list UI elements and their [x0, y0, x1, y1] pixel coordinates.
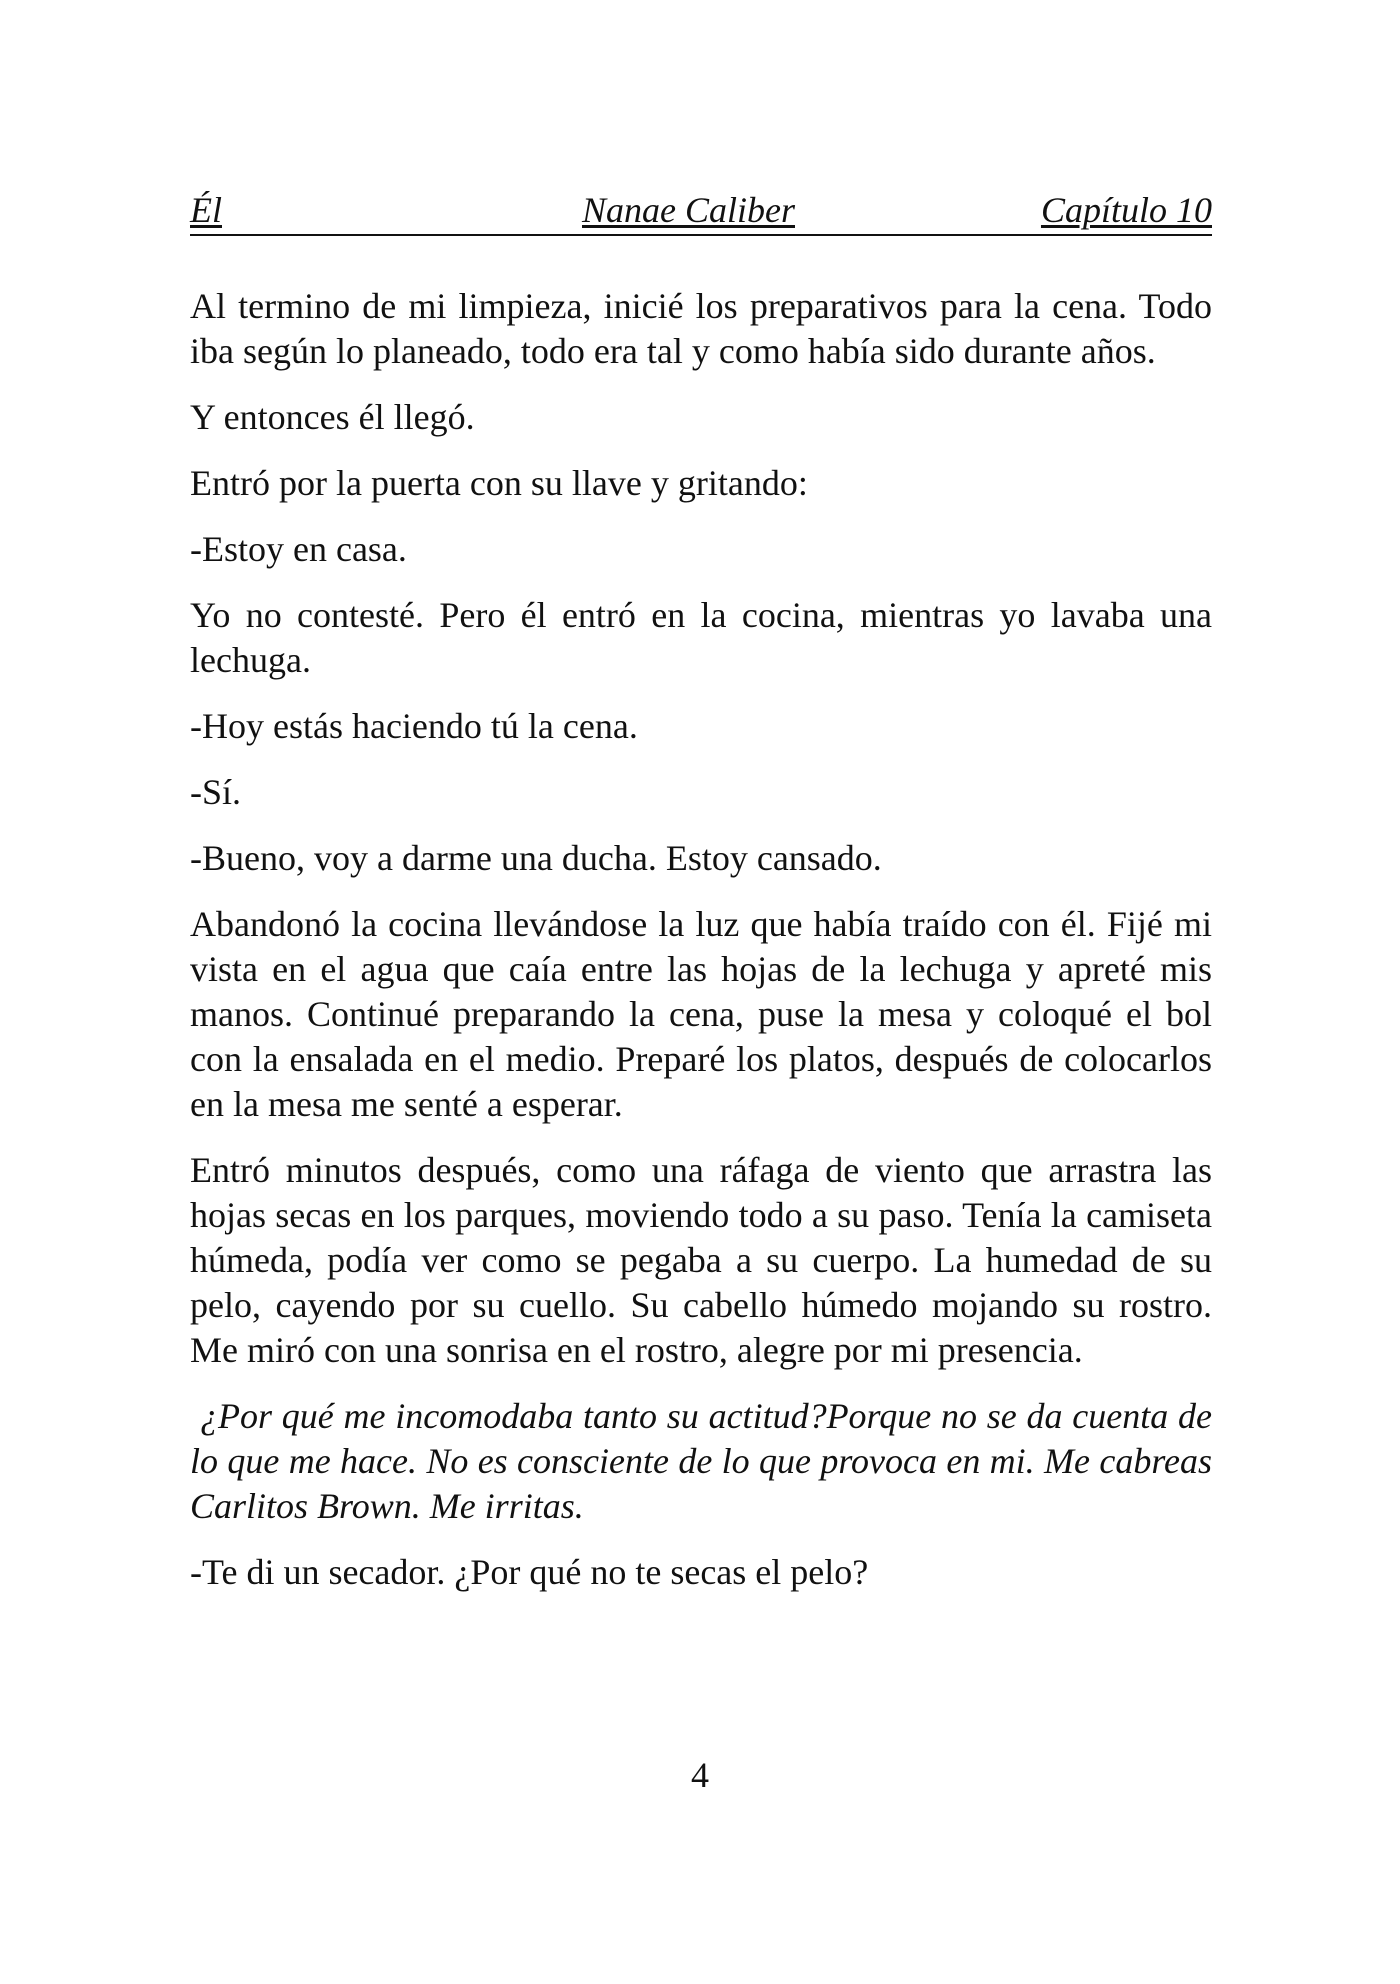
header-title: Él [190, 190, 222, 230]
header-author: Nanae Caliber [582, 190, 795, 230]
dialogue-line: -Te di un secador. ¿Por qué no te secas el pelo? [190, 1552, 869, 1592]
dialogue-line: -Bueno, voy a darme una ducha. Estoy cansado. [190, 838, 882, 878]
paragraph: Yo no contesté. Pero él entró en la cocina, mientras yo lavaba una lechuga. [190, 595, 1212, 680]
paragraph: Al termino de mi limpieza, inicié los preparativos para la cena. Todo iba según lo planeado, todo era tal y como había sido durante años. [190, 286, 1212, 371]
paragraph: Entró por la puerta con su llave y gritando: [190, 463, 808, 503]
chapter-body [190, 284, 1212, 1616]
paragraph: Abandonó la cocina llevándose la luz que había traído con él. Fijé mi vista en el agua que caía entre las hojas de la lechuga y apreté mis manos. Continué preparando la cena, puse la mesa y coloqué el bol con la ensalada en el medio. Preparé los platos, después de colocarlos en la mesa me senté a esperar. [190, 904, 1212, 1124]
dialogue-line: -Estoy en casa. [190, 529, 407, 569]
inner-thought-paragraph: ¿Por qué me incomodaba tanto su actitud?Porque no se da cuenta de lo que me hace. No es consciente de lo que provoca en mi. Me cabreas Carlitos Brown. Me irritas. [190, 1396, 1212, 1526]
running-header [190, 190, 1212, 236]
page-number: 4 [691, 1755, 709, 1795]
paragraph: Entró minutos después, como una ráfaga de viento que arrastra las hojas secas en los parques, moviendo todo a su paso. Tenía la camiseta húmeda, podía ver como se pegaba a su cuerpo. La humedad de su pelo, cayendo por su cuello. Su cabello húmedo mojando su rostro. Me miró con una sonrisa en el rostro, alegre por mi presencia. [190, 1150, 1212, 1370]
paragraph: Y entonces él llegó. [190, 397, 475, 437]
dialogue-line: -Hoy estás haciendo tú la cena. [190, 706, 638, 746]
dialogue-line: -Sí. [190, 772, 242, 812]
header-chapter: Capítulo 10 [1040, 190, 1212, 230]
